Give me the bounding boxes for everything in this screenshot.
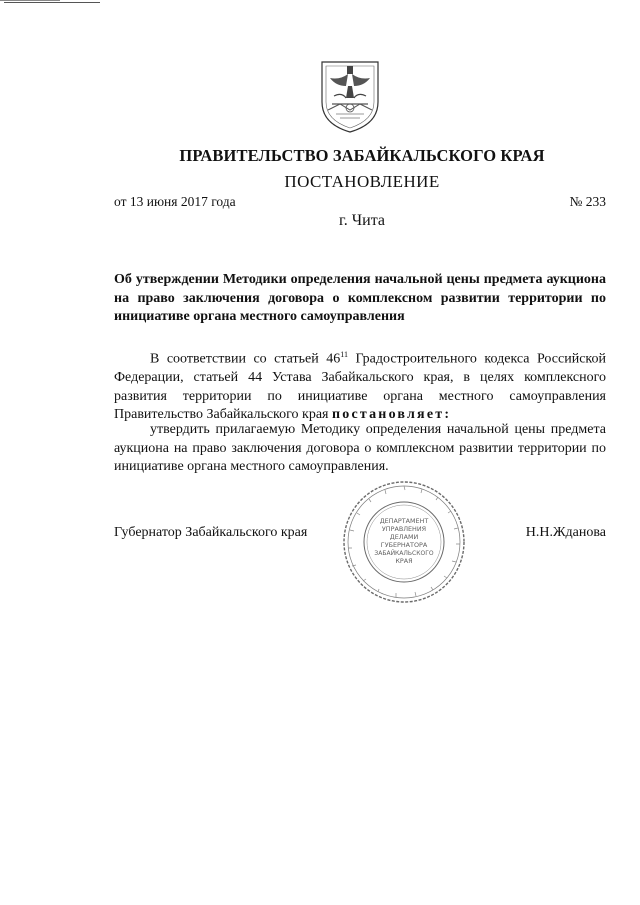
seal-line-6: КРАЯ (395, 557, 413, 565)
signatory-role: Губернатор Забайкальского края (114, 525, 308, 540)
body-paragraph-1 (114, 346, 606, 425)
document-city: г. Чита (338, 212, 385, 229)
top-scan-line (4, 2, 100, 3)
document-number: № 233 (569, 194, 606, 209)
official-stamp (340, 478, 468, 606)
seal-line-2: УПРАВЛЕНИЯ (381, 525, 427, 533)
body-paragraph-2: утвердить прилагаемую Методику определения начальной цены предмета аукциона на право заключения договора о комплексном развитии территории по инициативе органа местного самоуправления. (114, 422, 606, 474)
seal-line-5: ЗАБАЙКАЛЬСКОГО (374, 550, 434, 557)
seal-line-1: ДЕПАРТАМЕНТ (379, 517, 429, 525)
article-superscript: 11 (340, 350, 348, 359)
top-scan-line-2 (0, 0, 60, 1)
government-title: ПРАВИТЕЛЬСТВО ЗАБАЙКАЛЬСКОГО КРАЯ (179, 146, 545, 165)
seal-line-4: ГУБЕРНАТОРА (380, 541, 428, 549)
document-type: ПОСТАНОВЛЕНИЕ (284, 172, 440, 191)
decree-word: постановляет: (331, 407, 452, 423)
p1-text-start: В соответствии со статьей 46 (150, 351, 341, 367)
signatory-name: Н.Н.Жданова (525, 525, 606, 540)
document-date: от 13 июня 2017 года (114, 194, 236, 209)
coat-of-arms-emblem (318, 58, 382, 134)
document-subject: Об утверждении Методики определения начальной цены предмета аукциона на право заключения договора о комплексном развитии территории по инициативе органа местного самоуправления (114, 272, 606, 324)
p1-text-end: Градостроительного кодекса Российской Федерации, статьей 44 Устава Забайкальского края, в целях комплексного развития территории по инициативе органа местного самоуправления Правительство Забайкальского края (114, 351, 606, 423)
seal-line-3: ДЕЛАМИ (389, 533, 419, 541)
